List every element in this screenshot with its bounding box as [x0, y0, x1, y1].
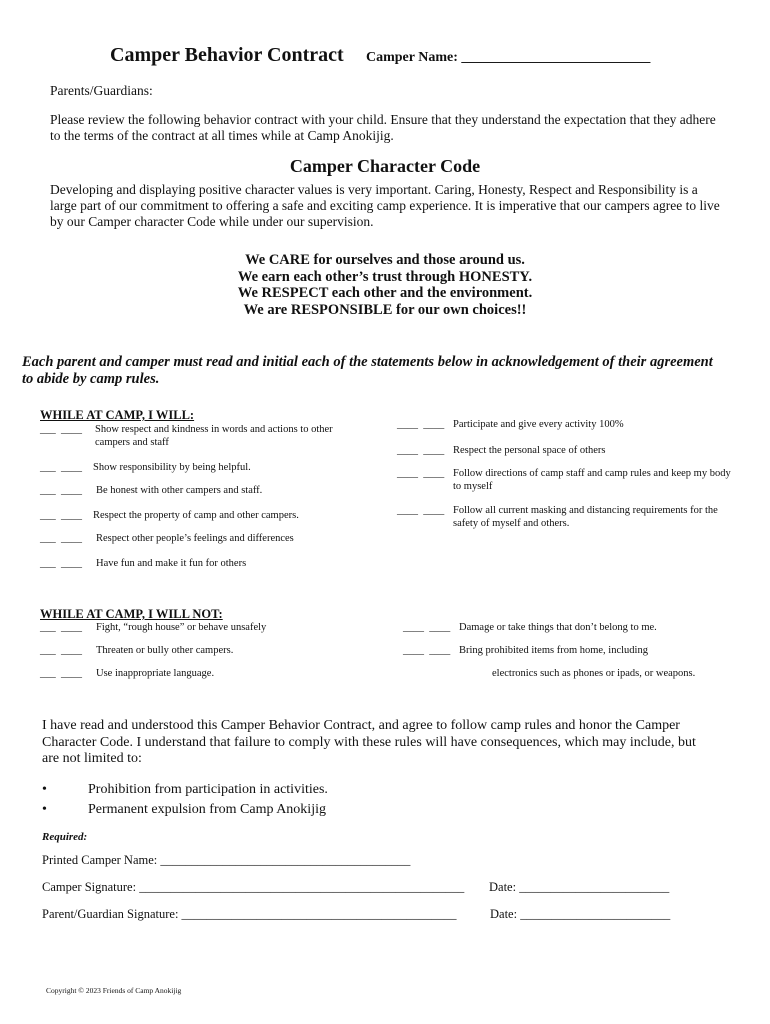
will-item[interactable] — [397, 445, 606, 458]
initial-blanks[interactable]: ___ ____ — [40, 485, 82, 496]
character-code-paragraph: Developing and displaying positive character values is very important. Caring, Honesty, Respect and Responsibility is a large part of our commitment to offering a safe and exciting camp experience. It is imperative that our campers agree to live by our Camper character Code while under our supervision. — [50, 182, 720, 229]
will-item-text: Participate and give every activity 100% — [453, 419, 624, 430]
will-not-item[interactable] — [403, 645, 648, 658]
will-not-item[interactable] — [40, 622, 267, 635]
character-motto — [0, 252, 770, 318]
will-item-text: Follow all current masking and distancing requirements for the safety of myself and others. — [453, 505, 718, 529]
intro-paragraph: Please review the following behavior contract with your child. Ensure that they understand the expectation that they adhere to the terms of the contract at all times while at Camp Anokijig. — [50, 112, 716, 143]
camper-signature-field[interactable]: Camper Signature: ____________________________________________________ — [42, 880, 465, 894]
list-item — [42, 780, 542, 800]
bullet-icon: • — [42, 782, 47, 797]
will-not-item-text: Damage or take things that don’t belong to me. — [459, 622, 657, 633]
camper-date-field[interactable]: Date: ________________________ — [489, 880, 670, 894]
list-item-text: Prohibition from participation in activities. — [88, 782, 328, 797]
initial-blanks[interactable]: ___ ____ — [40, 558, 82, 569]
initial-blanks[interactable]: ___ ____ — [40, 533, 82, 544]
character-code-heading: Camper Character Code — [289, 156, 481, 176]
will-item[interactable] — [40, 462, 251, 475]
initial-blanks[interactable]: ___ ____ — [40, 510, 82, 521]
will-item-text: Follow directions of camp staff and camp rules and keep my body to myself — [453, 468, 731, 492]
initial-blanks[interactable]: ____ ____ — [397, 468, 445, 479]
initial-blanks[interactable]: ___ ____ — [40, 668, 82, 679]
will-not-item-text: Fight, “rough house” or behave unsafely — [96, 622, 267, 633]
will-item-text: Respect the property of camp and other campers. — [93, 510, 299, 521]
will-not-item[interactable] — [40, 645, 234, 658]
salutation: Parents/Guardians: — [50, 83, 153, 98]
required-label: Required: — [42, 831, 88, 843]
will-not-item[interactable] — [40, 668, 215, 681]
acknowledgement-instruction: Each parent and camper must read and initial each of the statements below in acknowledgement of their agreement to abide by camp rules. — [22, 354, 713, 387]
motto-line: We CARE for ourselves and those around us. — [245, 252, 525, 268]
agreement-paragraph: I have read and understood this Camper Behavior Contract, and agree to follow camp rules and honor the Camper Character Code. I understand that failure to comply with these rules will have consequences, which may include, but are not limited to: — [42, 718, 696, 766]
initial-blanks[interactable]: ___ ____ — [40, 622, 82, 633]
initial-blanks[interactable]: ___ ____ — [40, 462, 82, 473]
will-not-item-text: Use inappropriate language. — [96, 668, 215, 679]
copyright-notice: Copyright © 2023 Friends of Camp Anokijig — [46, 986, 182, 995]
will-not-item-text: Bring prohibited items from home, including — [459, 645, 648, 656]
initial-blanks[interactable]: ___ ____ — [40, 645, 82, 656]
initial-blanks[interactable]: ___ ____ — [40, 424, 82, 435]
will-item-text: Have fun and make it fun for others — [96, 558, 247, 569]
consequences-list — [42, 780, 542, 820]
will-item[interactable] — [40, 533, 294, 546]
motto-line: We earn each other’s trust through HONESTY. — [237, 268, 533, 285]
initial-blanks[interactable]: ____ ____ — [397, 419, 445, 430]
will-not-item[interactable] — [403, 622, 657, 635]
will-item-text: Respect other people’s feelings and differences — [96, 533, 294, 544]
page-title: Camper Behavior Contract — [110, 44, 344, 66]
list-item-text: Permanent expulsion from Camp Anokijig — [88, 802, 326, 817]
list-item — [42, 800, 542, 820]
will-item[interactable] — [397, 419, 624, 432]
motto-line: We RESPECT each other and the environment. — [237, 285, 533, 301]
will-item-text: Be honest with other campers and staff. — [96, 485, 263, 496]
initial-blanks[interactable]: ____ ____ — [403, 645, 451, 656]
will-item-text: Respect the personal space of others — [453, 445, 606, 456]
camper-name-field[interactable]: Camper Name: ___________________________ — [366, 50, 651, 65]
will-item[interactable] — [40, 485, 263, 498]
parent-signature-field[interactable]: Parent/Guardian Signature: ____________________________________________ — [42, 907, 457, 921]
initial-blanks[interactable]: ____ ____ — [397, 445, 445, 456]
parent-date-field[interactable]: Date: ________________________ — [490, 907, 671, 921]
bullet-icon: • — [42, 802, 47, 817]
will-not-item-text: Threaten or bully other campers. — [96, 645, 234, 656]
will-item[interactable] — [40, 558, 247, 571]
printed-camper-name-field[interactable]: Printed Camper Name: ________________________________________ — [42, 853, 411, 867]
motto-line: We are RESPONSIBLE for our own choices!! — [243, 301, 527, 318]
will-item[interactable] — [40, 510, 299, 523]
will-not-heading: WHILE AT CAMP, I WILL NOT: — [40, 607, 223, 621]
will-heading: WHILE AT CAMP, I WILL: — [40, 408, 195, 422]
will-not-item-continuation: electronics such as phones or ipads, or weapons. — [492, 668, 696, 679]
initial-blanks[interactable]: ____ ____ — [397, 505, 445, 516]
initial-blanks[interactable]: ____ ____ — [403, 622, 451, 633]
will-item-text: Show respect and kindness in words and actions to other campers and staff — [95, 424, 333, 448]
will-item-text: Show responsibility by being helpful. — [93, 462, 251, 473]
